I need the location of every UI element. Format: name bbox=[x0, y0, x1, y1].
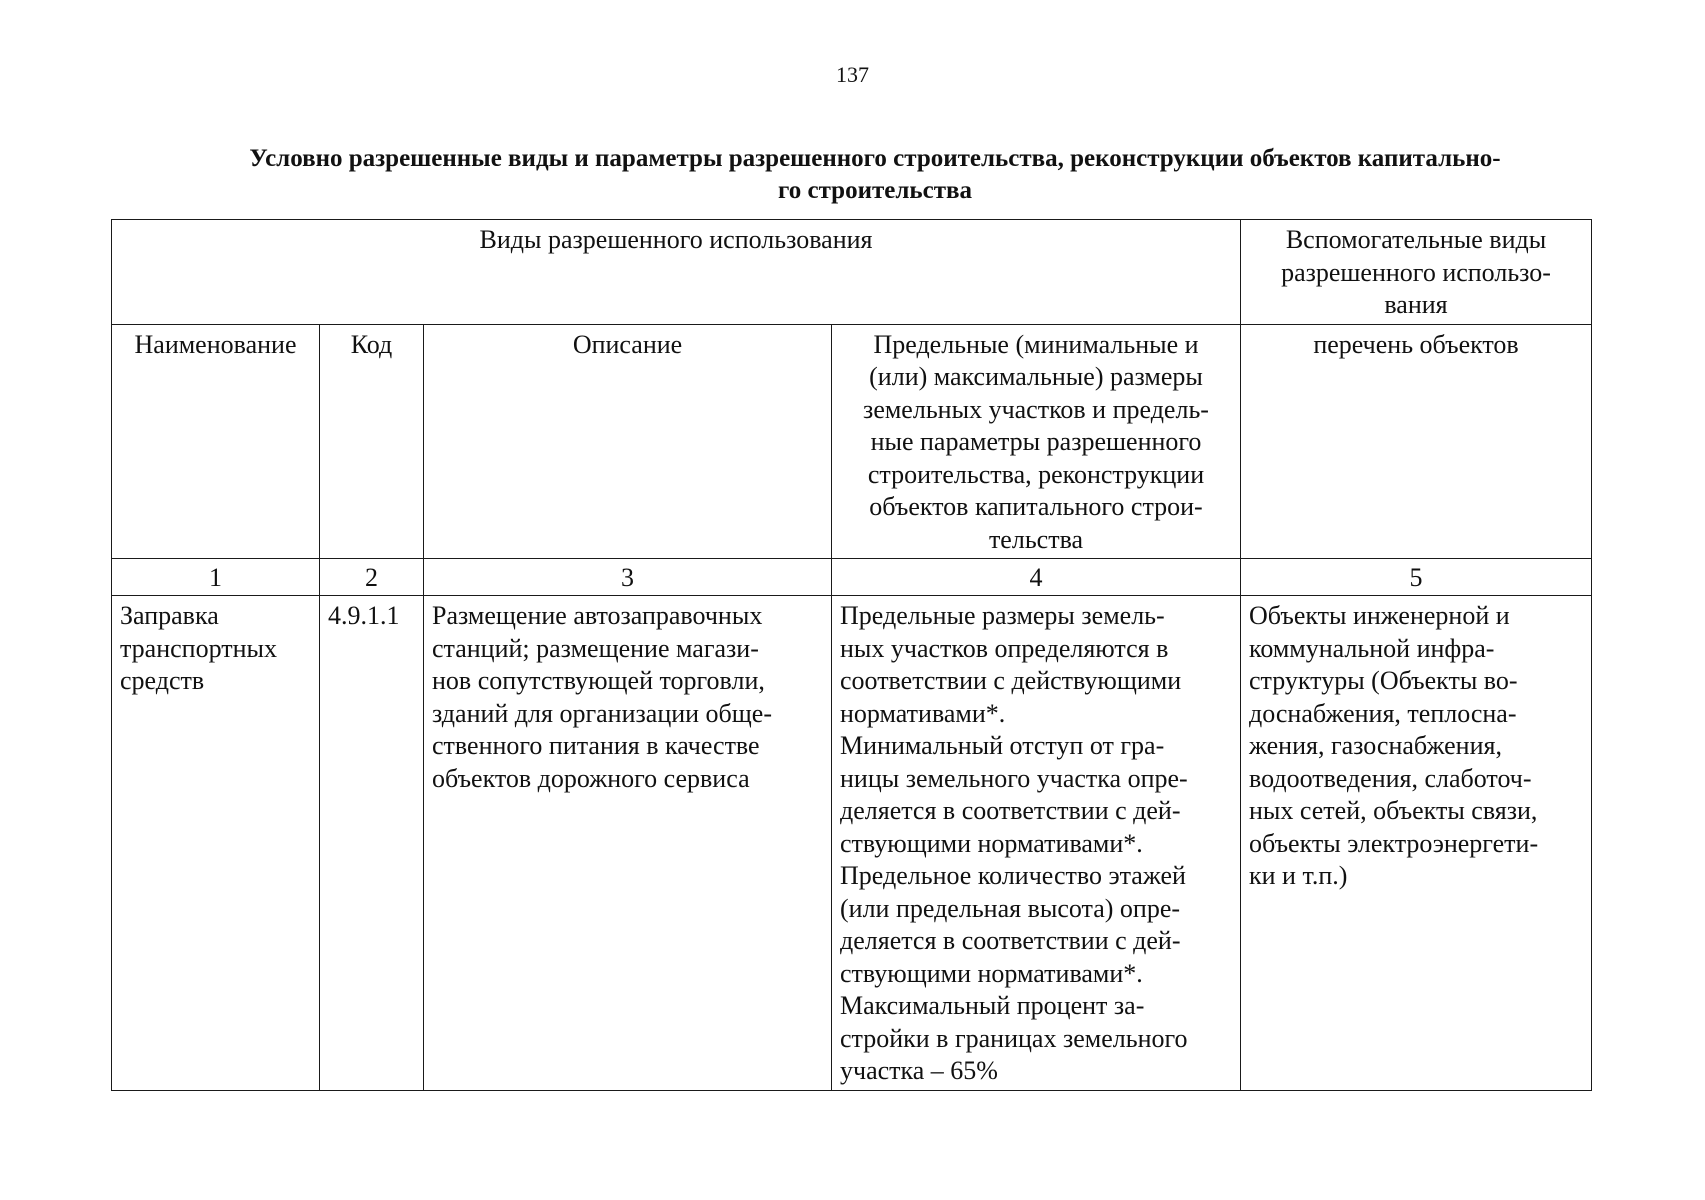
column-header-objects: перечень объектов bbox=[1241, 324, 1592, 559]
column-header-row bbox=[112, 324, 1592, 559]
main-uses-header: Виды разрешенного использования bbox=[112, 220, 1241, 325]
auxiliary-uses-header: Вспомогательные виды разрешенного использо- вания bbox=[1241, 220, 1592, 325]
group-header-row bbox=[112, 220, 1592, 325]
column-number: 3 bbox=[424, 559, 832, 596]
column-number: 5 bbox=[1241, 559, 1592, 596]
document-title: Условно разрешенные виды и параметры разрешенного строительства, реконструкции объектов капитально- го строительства bbox=[249, 145, 1501, 204]
row-name-cell: Заправка транспортных средств bbox=[112, 596, 320, 1091]
column-header-description: Описание bbox=[424, 324, 832, 559]
column-number: 1 bbox=[112, 559, 320, 596]
column-header-limits: Предельные (минимальные и (или) максимальные) размеры земельных участков и предель- ные параметры разрешенного строительства, реконструкции объектов капитального строи- тельства bbox=[832, 324, 1241, 559]
column-header-name: Наименование bbox=[112, 324, 320, 559]
row-code-cell: 4.9.1.1 bbox=[320, 596, 424, 1091]
row-limits-cell: Предельные размеры земель- ных участков определяются в соответствии с действующими нормативами*. Минимальный отступ от гра- ницы земельного участка опре- деляется в соответствии с дей- ствующими нормативами*. Предельное количество этажей (или предельная высота) опре- деляется в соответствии с дей- ствующими нормативами*. Максимальный процент за- стройки в границах земельного участка – 65% bbox=[832, 596, 1241, 1091]
column-number: 4 bbox=[832, 559, 1241, 596]
page-number: 137 bbox=[836, 62, 869, 87]
column-number: 2 bbox=[320, 559, 424, 596]
row-description-cell: Размещение автозаправочных станций; размещение магази- нов сопутствующей торговли, зданий для организации обще- ственного питания в качестве объектов дорожного сервиса bbox=[424, 596, 832, 1091]
row-objects-cell: Объекты инженерной и коммунальной инфра- структуры (Объекты во- доснабжения, теплосна- жения, газоснабжения, водоотведения, слаботоч- ных сетей, объекты связи, объекты электроэнергети- ки и т.п.) bbox=[1241, 596, 1592, 1091]
permitted-use-table bbox=[111, 219, 1592, 1091]
table-row bbox=[112, 596, 1592, 1091]
column-header-code: Код bbox=[320, 324, 424, 559]
column-number-row bbox=[112, 559, 1592, 596]
